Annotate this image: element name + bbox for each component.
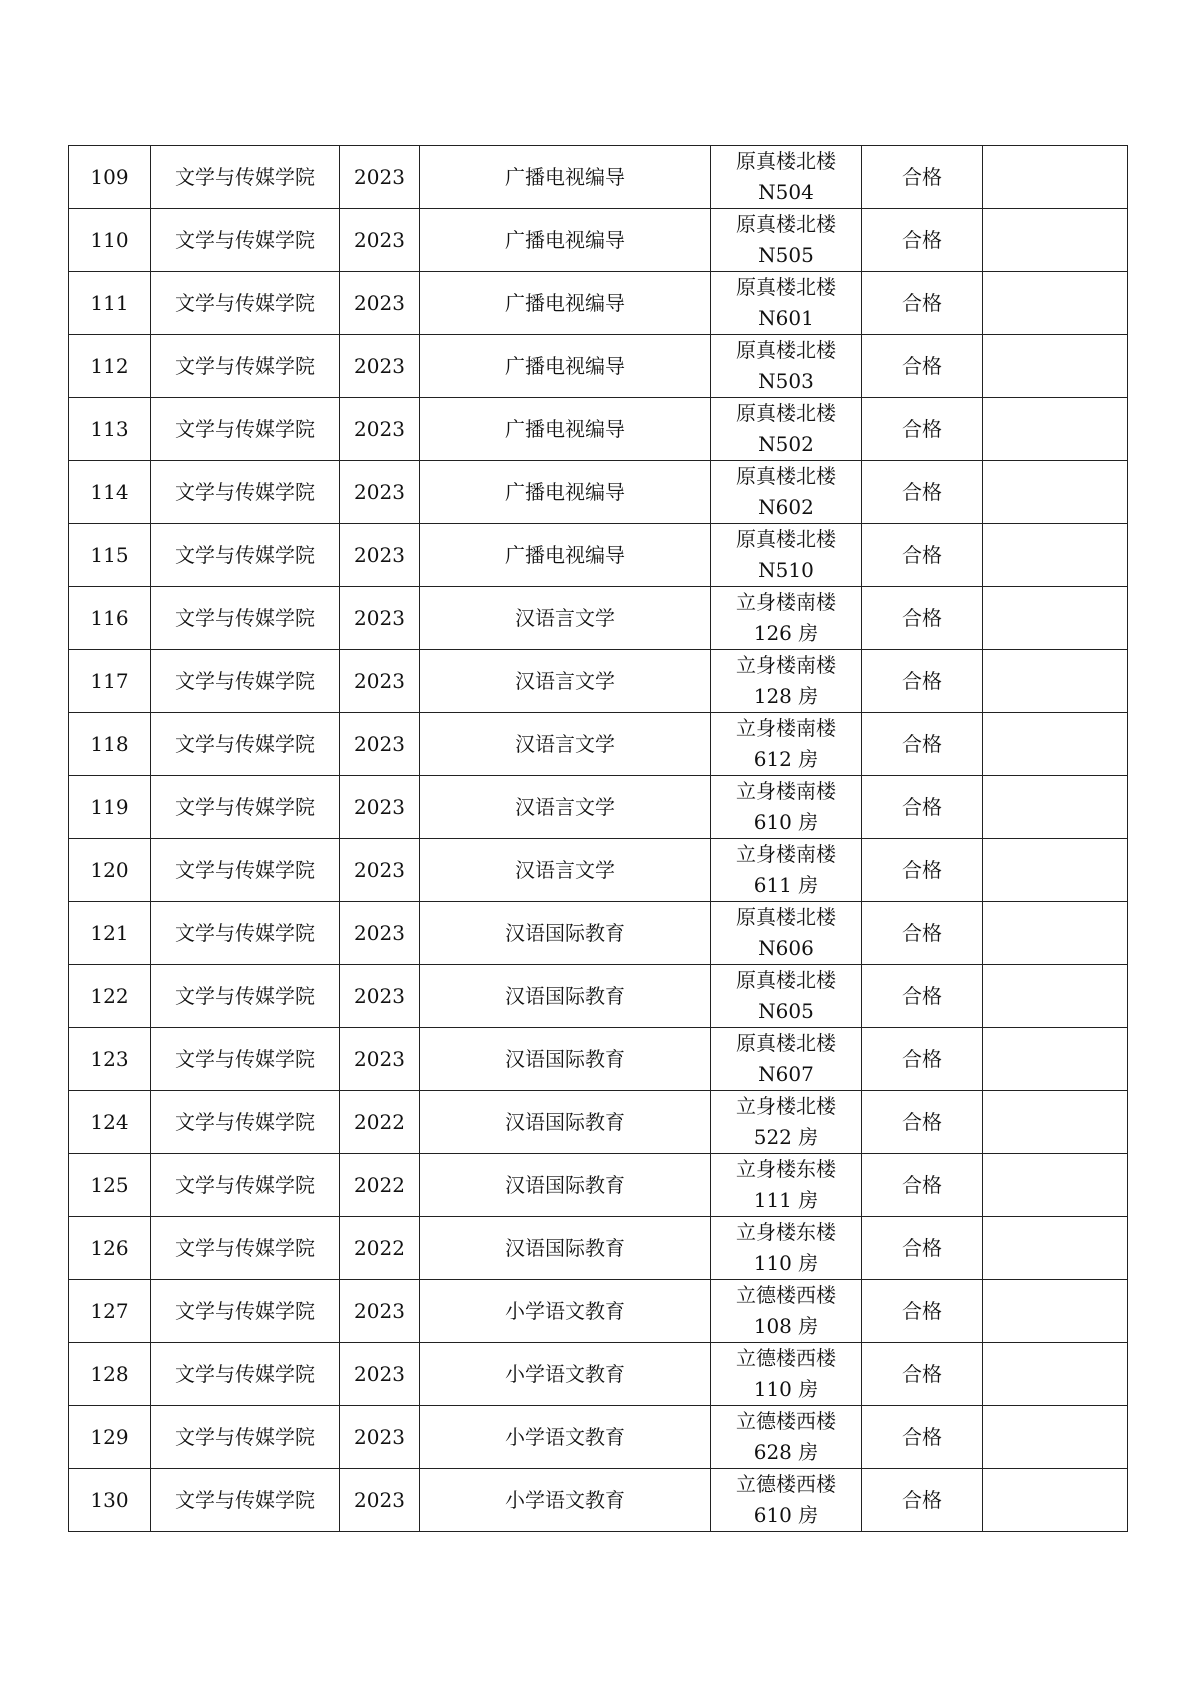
table-row	[69, 272, 1128, 335]
location-building: 原真楼北楼	[736, 149, 836, 173]
table-row	[69, 524, 1128, 587]
cell-college: 文学与传媒学院	[151, 146, 340, 209]
cell-number: 117	[69, 650, 151, 713]
cell-remark	[983, 650, 1128, 713]
location-building: 立身楼东楼	[736, 1220, 836, 1244]
location-room: N601	[758, 306, 814, 330]
cell-grade: 2022	[340, 1154, 420, 1217]
cell-major: 小学语文教育	[420, 1406, 711, 1469]
table-row	[69, 839, 1128, 902]
cell-number: 127	[69, 1280, 151, 1343]
table-row	[69, 902, 1128, 965]
cell-college: 文学与传媒学院	[151, 587, 340, 650]
table-row	[69, 461, 1128, 524]
location-room: N502	[758, 432, 814, 456]
cell-major: 小学语文教育	[420, 1469, 711, 1532]
cell-college: 文学与传媒学院	[151, 839, 340, 902]
cell-result: 合格	[862, 1280, 983, 1343]
cell-remark	[983, 1280, 1128, 1343]
cell-number: 125	[69, 1154, 151, 1217]
cell-result: 合格	[862, 1406, 983, 1469]
cell-number: 121	[69, 902, 151, 965]
cell-grade: 2023	[340, 587, 420, 650]
cell-location	[711, 335, 862, 398]
cell-major: 广播电视编导	[420, 461, 711, 524]
cell-number: 119	[69, 776, 151, 839]
cell-major: 汉语国际教育	[420, 1028, 711, 1091]
cell-result: 合格	[862, 272, 983, 335]
cell-remark	[983, 1028, 1128, 1091]
cell-result: 合格	[862, 335, 983, 398]
cell-remark	[983, 1469, 1128, 1532]
cell-location	[711, 776, 862, 839]
location-room: 610 房	[753, 810, 819, 834]
cell-location	[711, 713, 862, 776]
location-building: 立身楼南楼	[736, 779, 836, 803]
table-row	[69, 1280, 1128, 1343]
cell-grade: 2023	[340, 650, 420, 713]
cell-location	[711, 146, 862, 209]
cell-grade: 2023	[340, 524, 420, 587]
location-building: 立德楼西楼	[736, 1472, 836, 1496]
cell-number: 111	[69, 272, 151, 335]
cell-result: 合格	[862, 965, 983, 1028]
cell-major: 汉语国际教育	[420, 902, 711, 965]
location-building: 立德楼西楼	[736, 1283, 836, 1307]
table-row	[69, 146, 1128, 209]
table-row	[69, 1343, 1128, 1406]
cell-college: 文学与传媒学院	[151, 209, 340, 272]
cell-major: 汉语言文学	[420, 839, 711, 902]
cell-college: 文学与传媒学院	[151, 1217, 340, 1280]
cell-remark	[983, 1091, 1128, 1154]
table-row	[69, 650, 1128, 713]
cell-grade: 2023	[340, 1406, 420, 1469]
location-building: 立身楼南楼	[736, 590, 836, 614]
cell-remark	[983, 461, 1128, 524]
cell-major: 汉语言文学	[420, 650, 711, 713]
location-building: 原真楼北楼	[736, 464, 836, 488]
cell-grade: 2023	[340, 1469, 420, 1532]
cell-number: 123	[69, 1028, 151, 1091]
location-room: 612 房	[753, 747, 819, 771]
cell-location	[711, 1343, 862, 1406]
location-building: 立身楼北楼	[736, 1094, 836, 1118]
table-row	[69, 1406, 1128, 1469]
cell-grade: 2023	[340, 398, 420, 461]
cell-major: 汉语国际教育	[420, 1091, 711, 1154]
cell-location	[711, 1217, 862, 1280]
cell-result: 合格	[862, 1028, 983, 1091]
table-row	[69, 1028, 1128, 1091]
location-room: 128 房	[753, 684, 819, 708]
cell-remark	[983, 398, 1128, 461]
table-row	[69, 587, 1128, 650]
cell-grade: 2023	[340, 146, 420, 209]
table-row	[69, 1217, 1128, 1280]
location-room: 126 房	[753, 621, 819, 645]
cell-major: 汉语言文学	[420, 776, 711, 839]
location-building: 原真楼北楼	[736, 527, 836, 551]
cell-remark	[983, 902, 1128, 965]
cell-college: 文学与传媒学院	[151, 335, 340, 398]
location-room: 628 房	[753, 1440, 819, 1464]
cell-result: 合格	[862, 209, 983, 272]
location-building: 原真楼北楼	[736, 338, 836, 362]
location-room: 108 房	[753, 1314, 819, 1338]
cell-location	[711, 1280, 862, 1343]
location-room: 611 房	[753, 873, 819, 897]
cell-major: 汉语国际教育	[420, 965, 711, 1028]
cell-remark	[983, 1154, 1128, 1217]
location-room: N606	[758, 936, 814, 960]
cell-result: 合格	[862, 1469, 983, 1532]
cell-grade: 2023	[340, 209, 420, 272]
table-row	[69, 965, 1128, 1028]
cell-grade: 2023	[340, 965, 420, 1028]
cell-location	[711, 902, 862, 965]
cell-result: 合格	[862, 776, 983, 839]
location-building: 原真楼北楼	[736, 212, 836, 236]
cell-number: 115	[69, 524, 151, 587]
cell-number: 118	[69, 713, 151, 776]
cell-result: 合格	[862, 1154, 983, 1217]
cell-major: 汉语国际教育	[420, 1217, 711, 1280]
cell-grade: 2023	[340, 713, 420, 776]
location-room: N505	[758, 243, 814, 267]
table-body	[69, 146, 1128, 1532]
cell-college: 文学与传媒学院	[151, 1154, 340, 1217]
location-room: 110 房	[753, 1251, 819, 1275]
cell-college: 文学与传媒学院	[151, 524, 340, 587]
cell-college: 文学与传媒学院	[151, 1406, 340, 1469]
location-building: 原真楼北楼	[736, 401, 836, 425]
cell-location	[711, 1091, 862, 1154]
cell-college: 文学与传媒学院	[151, 272, 340, 335]
cell-remark	[983, 587, 1128, 650]
cell-number: 109	[69, 146, 151, 209]
cell-major: 广播电视编导	[420, 524, 711, 587]
cell-result: 合格	[862, 1343, 983, 1406]
location-building: 立身楼南楼	[736, 653, 836, 677]
cell-location	[711, 398, 862, 461]
cell-college: 文学与传媒学院	[151, 1091, 340, 1154]
cell-result: 合格	[862, 398, 983, 461]
location-building: 原真楼北楼	[736, 905, 836, 929]
table-row	[69, 1091, 1128, 1154]
cell-remark	[983, 1343, 1128, 1406]
location-room: N602	[758, 495, 814, 519]
cell-college: 文学与传媒学院	[151, 965, 340, 1028]
cell-number: 129	[69, 1406, 151, 1469]
cell-location	[711, 1028, 862, 1091]
location-building: 立身楼南楼	[736, 716, 836, 740]
table-row	[69, 335, 1128, 398]
cell-remark	[983, 713, 1128, 776]
location-room: 522 房	[753, 1125, 819, 1149]
table-row	[69, 713, 1128, 776]
cell-result: 合格	[862, 1217, 983, 1280]
cell-grade: 2022	[340, 1091, 420, 1154]
cell-result: 合格	[862, 713, 983, 776]
cell-number: 120	[69, 839, 151, 902]
location-building: 立身楼南楼	[736, 842, 836, 866]
location-room: N504	[758, 180, 814, 204]
cell-college: 文学与传媒学院	[151, 713, 340, 776]
cell-grade: 2023	[340, 461, 420, 524]
cell-result: 合格	[862, 587, 983, 650]
location-room: N503	[758, 369, 814, 393]
cell-result: 合格	[862, 839, 983, 902]
cell-number: 113	[69, 398, 151, 461]
cell-location	[711, 839, 862, 902]
cell-number: 116	[69, 587, 151, 650]
cell-result: 合格	[862, 524, 983, 587]
cell-remark	[983, 776, 1128, 839]
table-row	[69, 1469, 1128, 1532]
dormitory-inspection-table	[68, 145, 1128, 1532]
location-room: 110 房	[753, 1377, 819, 1401]
cell-location	[711, 1406, 862, 1469]
cell-location	[711, 524, 862, 587]
cell-location	[711, 587, 862, 650]
cell-location	[711, 1154, 862, 1217]
cell-major: 汉语国际教育	[420, 1154, 711, 1217]
cell-college: 文学与传媒学院	[151, 1028, 340, 1091]
cell-major: 广播电视编导	[420, 398, 711, 461]
cell-number: 124	[69, 1091, 151, 1154]
cell-remark	[983, 335, 1128, 398]
cell-location	[711, 461, 862, 524]
cell-major: 汉语言文学	[420, 587, 711, 650]
cell-number: 112	[69, 335, 151, 398]
cell-result: 合格	[862, 650, 983, 713]
location-room: 111 房	[753, 1188, 819, 1212]
cell-number: 126	[69, 1217, 151, 1280]
location-room: N605	[758, 999, 814, 1023]
cell-college: 文学与传媒学院	[151, 1280, 340, 1343]
location-room: N607	[758, 1062, 814, 1086]
cell-grade: 2023	[340, 272, 420, 335]
cell-college: 文学与传媒学院	[151, 1343, 340, 1406]
cell-college: 文学与传媒学院	[151, 650, 340, 713]
cell-college: 文学与传媒学院	[151, 461, 340, 524]
cell-college: 文学与传媒学院	[151, 398, 340, 461]
cell-grade: 2023	[340, 1343, 420, 1406]
location-building: 立德楼西楼	[736, 1346, 836, 1370]
cell-remark	[983, 839, 1128, 902]
location-building: 立德楼西楼	[736, 1409, 836, 1433]
cell-major: 广播电视编导	[420, 209, 711, 272]
cell-result: 合格	[862, 1091, 983, 1154]
cell-remark	[983, 146, 1128, 209]
cell-result: 合格	[862, 461, 983, 524]
cell-remark	[983, 965, 1128, 1028]
location-room: N510	[758, 558, 814, 582]
cell-grade: 2022	[340, 1217, 420, 1280]
cell-number: 122	[69, 965, 151, 1028]
cell-remark	[983, 272, 1128, 335]
cell-major: 广播电视编导	[420, 335, 711, 398]
cell-result: 合格	[862, 146, 983, 209]
table-row	[69, 209, 1128, 272]
cell-grade: 2023	[340, 902, 420, 965]
location-building: 原真楼北楼	[736, 1031, 836, 1055]
cell-remark	[983, 524, 1128, 587]
location-building: 原真楼北楼	[736, 275, 836, 299]
cell-major: 广播电视编导	[420, 146, 711, 209]
table-row	[69, 398, 1128, 461]
cell-number: 130	[69, 1469, 151, 1532]
cell-grade: 2023	[340, 1028, 420, 1091]
location-building: 立身楼东楼	[736, 1157, 836, 1181]
location-room: 610 房	[753, 1503, 819, 1527]
cell-major: 小学语文教育	[420, 1280, 711, 1343]
table-row	[69, 1154, 1128, 1217]
cell-remark	[983, 1406, 1128, 1469]
cell-number: 110	[69, 209, 151, 272]
cell-location	[711, 209, 862, 272]
cell-grade: 2023	[340, 776, 420, 839]
cell-remark	[983, 1217, 1128, 1280]
cell-major: 小学语文教育	[420, 1343, 711, 1406]
cell-number: 114	[69, 461, 151, 524]
cell-college: 文学与传媒学院	[151, 1469, 340, 1532]
cell-remark	[983, 209, 1128, 272]
cell-college: 文学与传媒学院	[151, 776, 340, 839]
cell-location	[711, 272, 862, 335]
location-building: 原真楼北楼	[736, 968, 836, 992]
cell-location	[711, 1469, 862, 1532]
cell-location	[711, 650, 862, 713]
cell-grade: 2023	[340, 839, 420, 902]
cell-college: 文学与传媒学院	[151, 902, 340, 965]
table-row	[69, 776, 1128, 839]
cell-major: 广播电视编导	[420, 272, 711, 335]
cell-grade: 2023	[340, 335, 420, 398]
cell-grade: 2023	[340, 1280, 420, 1343]
cell-location	[711, 965, 862, 1028]
cell-number: 128	[69, 1343, 151, 1406]
cell-major: 汉语言文学	[420, 713, 711, 776]
cell-result: 合格	[862, 902, 983, 965]
